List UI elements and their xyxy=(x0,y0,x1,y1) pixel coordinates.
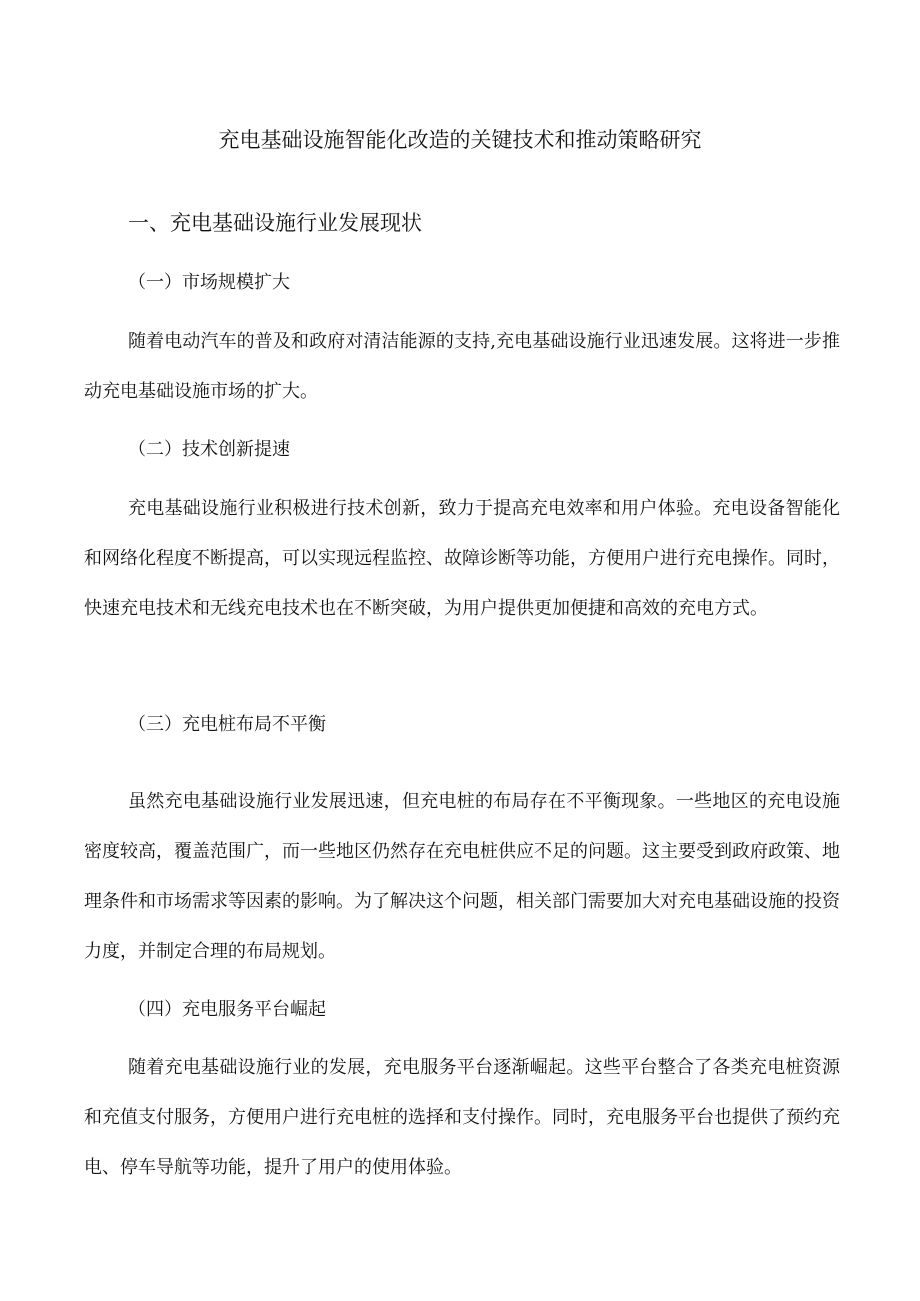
subsection-heading-4: （四）充电服务平台崛起 xyxy=(128,999,326,1020)
paragraph-tech-innovation: 充电基础设施行业积极进行技术创新，致力于提高充电效率和用户体验。充电设备智能化和网络化程度不断提高，可以实现远程监控、故障诊断等功能，方便用户进行充电操作。同时，快速充电技术和无线充电技术也在不断突破，为用户提供更加便捷和高效的充电方式。 xyxy=(84,498,840,619)
subsection-heading-2: （二）技术创新提速 xyxy=(128,439,290,460)
subsection-heading-1: （一）市场规模扩大 xyxy=(128,272,290,293)
section-heading-1: 一、充电基础设施行业发展现状 xyxy=(128,211,422,235)
paragraph-service-platform: 随着充电基础设施行业的发展，充电服务平台逐渐崛起。这些平台整合了各类充电桩资源和充值支付服务，方便用户进行充电桩的选择和支付操作。同时，充电服务平台也提供了预约充电、停车导航等功能，提升了用户的使用体验。 xyxy=(84,1057,840,1178)
subsection-heading-3: （三）充电桩布局不平衡 xyxy=(128,714,326,735)
paragraph-market-scale: 随着电动汽车的普及和政府对清洁能源的支持,充电基础设施行业迅速发展。这将进一步推动充电基础设施市场的扩大。 xyxy=(84,331,840,402)
paragraph-layout-imbalance: 虽然充电基础设施行业发展迅速，但充电桩的布局存在不平衡现象。一些地区的充电设施密度较高，覆盖范围广，而一些地区仍然存在充电桩供应不足的问题。这主要受到政府政策、地理条件和市场需求等因素的影响。为了解决这个问题，相关部门需要加大对充电基础设施的投资力度，并制定合理的布局规划。 xyxy=(84,791,840,962)
document-title: 充电基础设施智能化改造的关键技术和推动策略研究 xyxy=(218,128,702,152)
